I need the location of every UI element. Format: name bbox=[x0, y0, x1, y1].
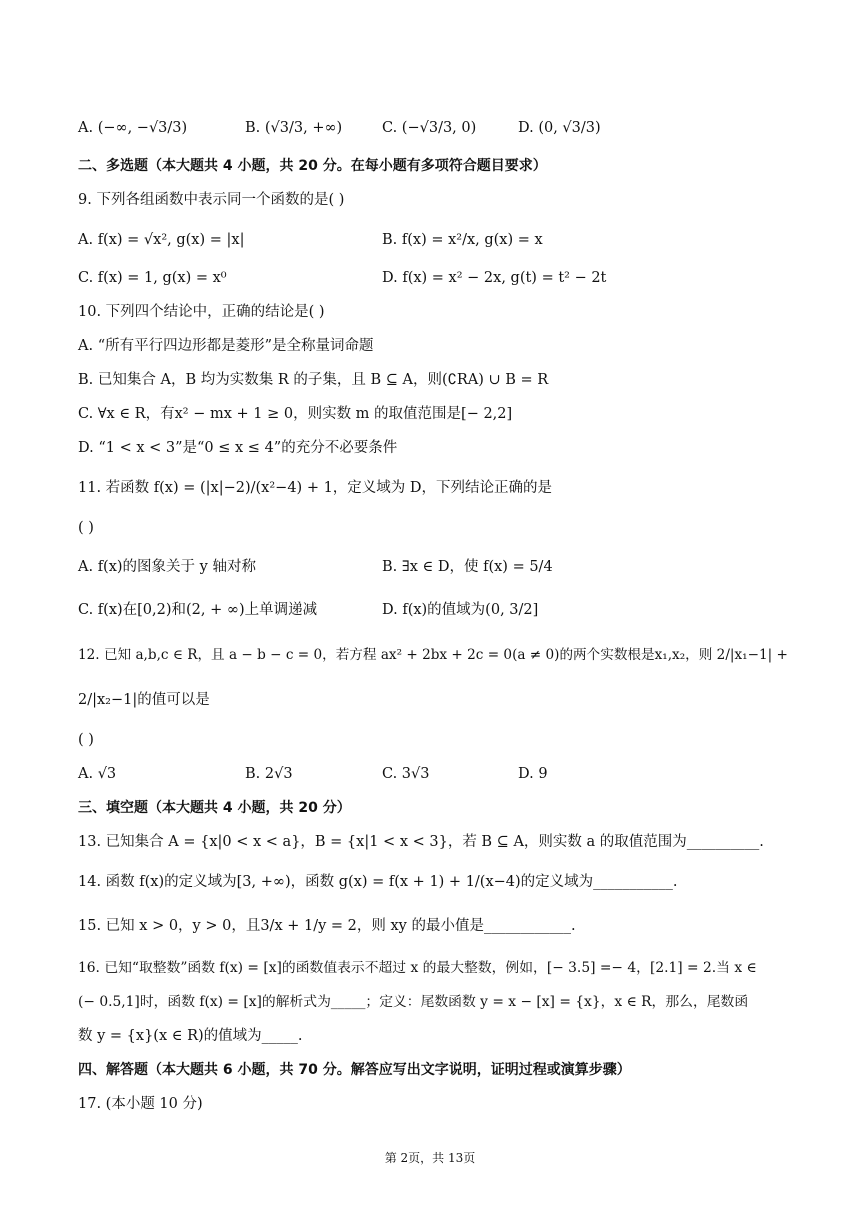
q11-option-d: D. f(x)的值域为(0, 3/2] bbox=[382, 602, 539, 618]
q12-stem-line1: 12. 已知 a,b,c ∈ R，且 a − b − c = 0，若方程 ax² + 2bx + 2c = 0(a ≠ 0)的两个实数根是x₁,x₂，则 2/|x₁−1| + bbox=[78, 647, 788, 663]
q11-stem: 11. 若函数 f(x) = (|x|−2)/(x²−4) + 1，定义域为 D，下列结论正确的是 bbox=[78, 480, 553, 496]
q12-option-a: A. √3 bbox=[78, 766, 117, 782]
q11-option-b: B. ∃x ∈ D，使 f(x) = 5/4 bbox=[382, 559, 553, 575]
q15-text: 15. 已知 x > 0，y > 0，且3/x + 1/y = 2，则 xy 的最小值是____________. bbox=[78, 918, 576, 934]
q10-stem: 10. 下列四个结论中，正确的结论是( ) bbox=[78, 304, 325, 320]
q8-option-d: D. (0, √3/3) bbox=[518, 120, 601, 136]
q12-option-c: C. 3√3 bbox=[382, 766, 430, 782]
section-heading-answer: 四、解答题（本大题共 6 小题，共 70 分。解答应写出文字说明，证明过程或演算步骤） bbox=[78, 1062, 631, 1078]
q16-line1: 16. 已知“取整数”函数 f(x) = [x]的函数值表示不超过 x 的最大整数，例如，[− 3.5] =− 4，[2.1] = 2.当 x ∈ bbox=[78, 960, 757, 976]
q11-paren: ( ) bbox=[78, 520, 94, 536]
q12-option-b: B. 2√3 bbox=[245, 766, 293, 782]
q16-line3: 数 y = {x}(x ∈ R)的值域为_____. bbox=[78, 1028, 303, 1044]
q10-option-b: B. 已知集合 A，B 均为实数集 R 的子集，且 B ⊆ A，则(∁RA) ∪ B = R bbox=[78, 372, 549, 388]
q12-option-d: D. 9 bbox=[518, 766, 548, 782]
q9-stem: 9. 下列各组函数中表示同一个函数的是( ) bbox=[78, 192, 345, 208]
q9-option-b: B. f(x) = x²/x, g(x) = x bbox=[382, 232, 543, 248]
q11-option-a: A. f(x)的图象关于 y 轴对称 bbox=[78, 559, 256, 575]
q8-option-a: A. (−∞, −√3/3) bbox=[78, 120, 188, 136]
q8-option-b: B. (√3/3, +∞) bbox=[245, 120, 343, 136]
q16-line2: (− 0.5,1]时，函数 f(x) = [x]的解析式为_____；定义：尾数函数 y = x − [x] = {x}，x ∈ R，那么，尾数函 bbox=[78, 994, 749, 1010]
section-heading-multiple-choice: 二、多选题（本大题共 4 小题，共 20 分。在每小题有多项符合题目要求） bbox=[78, 158, 547, 174]
q13-text: 13. 已知集合 A = {x|0 < x < a}，B = {x|1 < x < 3}，若 B ⊆ A，则实数 a 的取值范围为__________. bbox=[78, 834, 764, 850]
q9-option-a: A. f(x) = √x², g(x) = |x| bbox=[78, 232, 245, 248]
q12-paren: ( ) bbox=[78, 732, 94, 748]
q11-option-c: C. f(x)在[0,2)和(2, + ∞)上单调递减 bbox=[78, 602, 318, 618]
q9-option-d: D. f(x) = x² − 2x, g(t) = t² − 2t bbox=[382, 270, 607, 286]
q14-text: 14. 函数 f(x)的定义域为[3, +∞)，函数 g(x) = f(x + 1) + 1/(x−4)的定义域为___________. bbox=[78, 874, 678, 890]
section-heading-fill-in: 三、填空题（本大题共 4 小题，共 20 分） bbox=[78, 800, 351, 816]
q9-option-c: C. f(x) = 1, g(x) = x⁰ bbox=[78, 270, 227, 286]
q10-option-c: C. ∀x ∈ R，有x² − mx + 1 ≥ 0，则实数 m 的取值范围是[− 2,2] bbox=[78, 406, 513, 422]
q10-option-d: D. “1 < x < 3”是“0 ≤ x ≤ 4”的充分不必要条件 bbox=[78, 440, 398, 456]
q10-option-a: A. “所有平行四边形都是菱形”是全称量词命题 bbox=[78, 338, 374, 354]
page-footer: 第 2页，共 13页 bbox=[384, 1151, 476, 1165]
q8-option-c: C. (−√3/3, 0) bbox=[382, 120, 477, 136]
q17-heading: 17. (本小题 10 分) bbox=[78, 1096, 203, 1112]
q12-stem-line2: 2/|x₂−1|的值可以是 bbox=[78, 692, 210, 708]
